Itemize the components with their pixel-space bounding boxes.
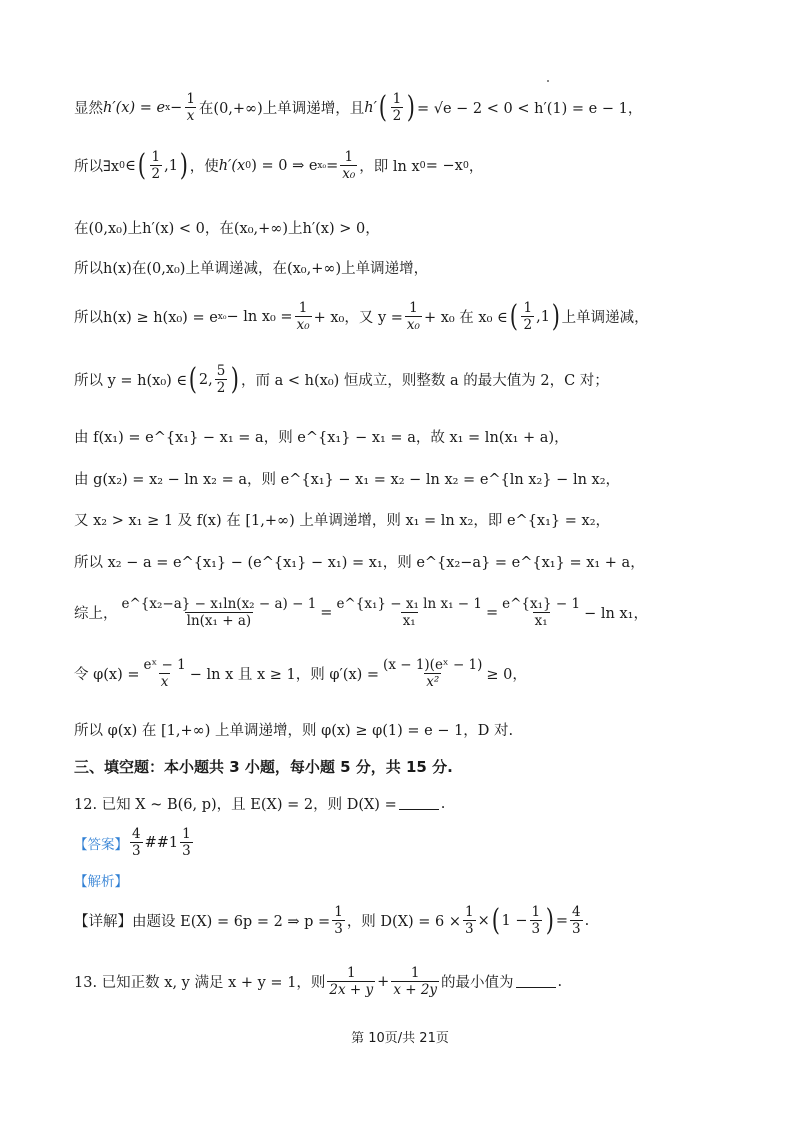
math: . [584,912,590,929]
fraction: $\frac{1}{3}$ [465,904,474,938]
fraction: $\frac{1}{x + 2y}$ [393,965,438,999]
math: + [377,973,390,990]
question-13 [74,966,562,997]
math: ，则 D(X) = 6 × [346,914,462,931]
math: 1 [168,157,178,174]
math: = [326,157,339,174]
fraction: $\frac{\text{eˣ − 1}}{x}$ [143,657,186,691]
line-11: 综上， $\frac{\text{e\textasciicircum{}\{x₂−a\} − x₁ln(x₂ − a) − 1}}{\text{ln(x₁ + a)}}$ = $\frac{\text{e\textasciicircum{}\{x₁\} − x₁ ln x₁ − 1}}{\text{x₁}}$ = $\frac{\text{e\textasciicircum{}\{x₁\} − 1}}{\text{x₁}}$ − ln x₁， [74,596,648,630]
math: = √e − 2 < 0 < h′(1) = e − 1， [416,101,643,118]
line-7 [74,426,569,447]
fraction: $\frac{\text{e\textasciicircum{}\{x₁\} − 1}}{\text{x₁}}$ [502,596,581,630]
fraction: $\frac{1}{\text{x₀}}$ [342,149,356,183]
answer-row [74,827,195,858]
fraction: $\frac{4}{3}$ [571,904,581,938]
text: 在(0,+∞)上单调递增，且 [198,101,365,118]
answer-tag: 【答案】 [74,836,128,853]
section-heading [74,756,453,777]
math: 所以 y = h(x₀) ∈ [74,373,188,390]
math: − ln x₁， [584,606,648,623]
line-2: 所以∃x 0 ∈ ( $\frac{1}{2}$ , 1 ) ，使 h′(x 0 ) = 0 ⇒ e x₀ = $\frac{1}{\text{x₀}}$ ，即 ln x 0 = −x 0 ， [74,147,484,183]
answer-blank [516,975,556,988]
fraction: $\frac{1}{2}$ [392,91,402,125]
detail-row: 【详解】 由题设 E(X) = 6p = 2 ⇒ p = $\frac{1}{3}$ ，则 D(X) = 6 × $\frac{1}{3}$ × ( 1 − $\frac{1}{3}$ ) = $\frac{4}{3}$ . [74,902,590,938]
text: ，而 a < h(x₀) 恒成立，则整数 a 的最大值为 2，C 对； [241,373,609,390]
math: h′(x [218,157,246,174]
analysis-tag: 【解析】 [74,874,128,890]
math: 所以h(x) ≥ h(x₀) = e [74,310,218,327]
fraction: $\frac{1}{x}$ [186,91,195,125]
math: ∈ [125,157,136,174]
text: 所以 φ(x) 在 [1,+∞) 上单调递增，则 φ(x) ≥ φ(1) = e − 1，D 对. [74,723,514,739]
math: + x₀，又 y = [313,310,403,327]
heading-text: 三、填空题：本小题共 3 小题，每小题 5 分，共 15 分. [74,758,453,776]
line-8 [74,468,620,489]
text: 所以h(x)在(0,x₀)上单调递减，在(x₀,+∞)上单调递增， [74,261,429,277]
math: ) = 0 ⇒ e [251,157,318,174]
fraction: $\frac{1}{3}$ [334,904,343,938]
fraction: $\frac{1}{2}$ [151,149,161,183]
fraction: $\frac{4}{3}$ [132,826,141,860]
line-6: 所以 y = h(x₀) ∈ ( 2, $\frac{5}{2}$ ) ，而 a < h(x₀) 恒成立，则整数 a 的最大值为 2，C 对； [74,361,609,397]
math: − [170,99,183,116]
math: + x₀ 在 x₀ ∈ [423,310,508,327]
math: = −x [425,157,463,174]
text: ，即 ln x [359,159,420,176]
text: 上单调递减， [561,310,649,327]
math: h′ [364,99,377,116]
line-9 [74,509,610,530]
math: − ln x₀ = [226,308,293,325]
fraction: $\frac{1}{2x + y}$ [329,965,374,999]
fraction: $\frac{\text{e\textasciicircum{}\{x₂−a\} − x₁ln(x₂ − a) − 1}}{\text{ln(x₁ + a)}}$ [121,596,317,630]
question-text: 13. 已知正数 x, y 满足 x + y = 1，则 [74,975,326,992]
fraction: $\frac{5}{2}$ [216,363,226,397]
line-10 [74,551,645,572]
line-12 [74,658,527,689]
text: 综上， [74,606,118,623]
text: ，使 [189,159,219,176]
math: × [477,912,490,929]
math: h′(x) = e [103,99,166,116]
text: 显然 [74,101,103,118]
math: 1 [540,308,550,325]
line-5: 所以h(x) ≥ h(x₀) = e x₀ − ln x₀ = $\frac{1}{\text{x₀}}$ + x₀，又 y = $\frac{1}{\text{x₀}}$ + x₀ 在 x₀ ∈ ( $\frac{1}{2}$ , 1 ) 上单调递减， [74,298,649,334]
question-12 [74,793,445,814]
line-1: 显然 h′(x) = e x − $\frac{1}{x}$ 在(0,+∞)上单调递增，且 h′ ( $\frac{1}{2}$ ) = √e − 2 < 0 < h′(1) = e − 1， [74,89,643,125]
text: 由 f(x₁) = e^{x₁} − x₁ = a，则 e^{x₁} − x₁ = a，故 x₁ = ln(x₁ + a)， [74,430,569,446]
line-3 [74,217,380,238]
fraction: $\frac{1}{2}$ [523,300,533,334]
text: 由 g(x₂) = x₂ − ln x₂ = a，则 e^{x₁} − x₁ = x₂ − ln x₂ = e^{ln x₂} − ln x₂， [74,472,621,488]
math: 由题设 E(X) = 6p = 2 ⇒ p = [132,914,331,931]
text: . [557,973,563,990]
fraction: $\frac{\text{e\textasciicircum{}\{x₁\} − x₁ ln x₁ − 1}}{\text{x₁}}$ [336,596,482,630]
line-13 [74,719,513,740]
detail-tag: 【详解】 [74,914,132,931]
math: ≥ 0， [486,667,527,684]
math: 1 − [501,912,528,929]
question-text: 12. 已知 X ~ B(6, p)，且 E(X) = 2，则 D(X) = [74,797,397,813]
scan-dot [547,80,549,82]
text: 所以 x₂ − a = e^{x₁} − (e^{x₁} − x₁) = x₁，则 e^{x₂−a} = e^{x₁} = x₁ + a， [74,555,645,571]
text: 的最小值为 [441,975,514,992]
text: ， [468,159,484,176]
fraction: $\frac{\text{(x − 1)(eˣ − 1)}}{\text{x²}}$ [383,657,483,691]
text: 所以∃x [74,159,120,176]
page-footer: 第 10页/共 21页 [351,1031,449,1046]
fraction: $\frac{1}{3}$ [182,826,191,860]
analysis-row [74,870,128,890]
answer-blank [399,797,439,810]
text: 在(0,x₀)上h′(x) < 0，在(x₀,+∞)上h′(x) > 0， [74,221,380,237]
math: − ln x 且 x ≥ 1，则 φ′(x) = [189,667,380,684]
fraction: $\frac{1}{\text{x₀}}$ [406,300,420,334]
fraction: $\frac{1}{\text{x₀}}$ [296,300,310,334]
text: . [440,795,446,812]
math: = [555,912,568,929]
line-4 [74,257,428,278]
math: 令 φ(x) = [74,667,140,684]
math: 2, [198,371,213,388]
fraction: $\frac{1}{3}$ [531,904,541,938]
text: 又 x₂ > x₁ ≥ 1 及 f(x) 在 [1,+∞) 上单调递增，则 x₁ = ln x₂，即 e^{x₁} = x₂， [74,513,611,529]
answer-text: ##1 [144,834,179,851]
